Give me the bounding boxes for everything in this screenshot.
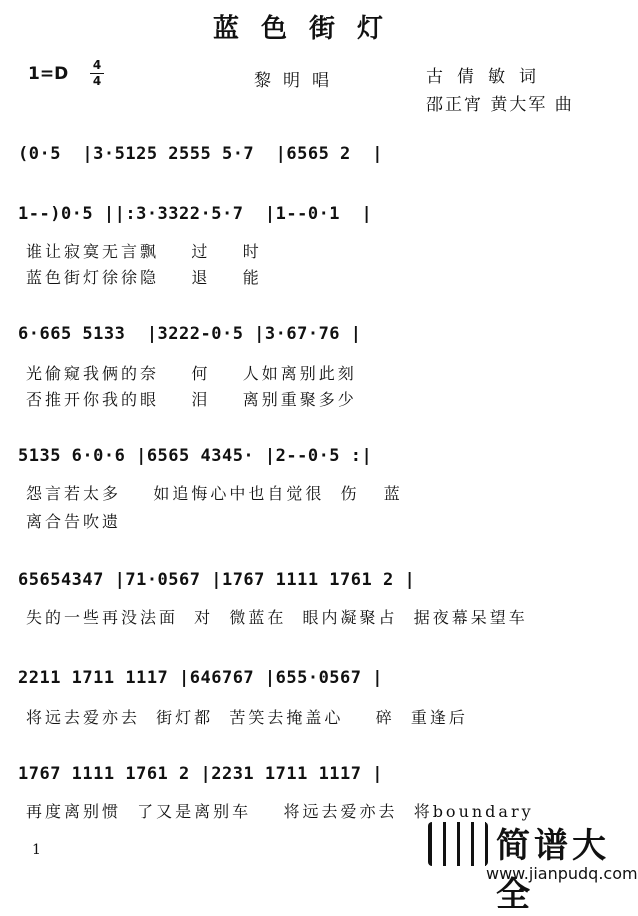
lyric-line-7: 再度离别惯 了又是离别车 将远去爱亦去 将boundary xyxy=(26,802,534,821)
time-signature-bottom: 4 xyxy=(90,73,104,89)
composer-credit: 邵正宵 黄大军 曲 xyxy=(426,95,574,115)
key-signature: 1=D xyxy=(28,64,69,84)
logo-url: www.jianpudq.com xyxy=(486,864,638,883)
piano-keys-icon xyxy=(428,822,488,866)
lyric-line-2-verse-2: 蓝色街灯徐徐隐 退 能 xyxy=(26,268,262,287)
notation-line-3: 6·665 5133 |3222-0·5 |3·67·76 | xyxy=(18,324,362,344)
song-title: 蓝色街灯 xyxy=(212,14,405,44)
lyric-line-4-verse-2: 离合告吹遗 xyxy=(26,512,122,531)
time-signature-top: 4 xyxy=(92,58,102,72)
notation-line-5: 65654347 |71·0567 |1767 1111 1761 2 | xyxy=(18,570,416,590)
logo-title: 简谱大全 xyxy=(496,826,610,915)
lyric-line-2-verse-1: 谁让寂寞无言飘 过 时 xyxy=(26,242,262,261)
lyric-line-5: 失的一些再没法面 对 微蓝在 眼内凝聚占 据夜幕呆望车 xyxy=(26,608,528,627)
time-signature xyxy=(90,58,104,89)
site-logo xyxy=(428,820,638,915)
notation-line-2: 1--)0·5 ||:3·3322·5·7 |1--0·1 | xyxy=(18,204,373,224)
notation-line-6: 2211 1711 1117 |646767 |655·0567 | xyxy=(18,668,383,688)
notation-line-7: 1767 1111 1761 2 |2231 1711 1117 | xyxy=(18,764,383,784)
notation-line-1: (0·5 |3·5125 2555 5·7 |6565 2 | xyxy=(18,144,383,164)
lyric-line-4-verse-1: 怨言若太多 如追悔心中也自觉很 伤 蓝 xyxy=(26,484,403,503)
lyric-line-6: 将远去爱亦去 街灯都 苦笑去掩盖心 碎 重逢后 xyxy=(26,708,468,727)
lyric-line-3-verse-1: 光偷窥我俩的奈 何 人如离别此刻 xyxy=(26,364,357,383)
singer-credit: 黎明唱 xyxy=(254,71,341,91)
notation-line-4: 5135 6·0·6 |6565 4345· |2--0·5 :| xyxy=(18,446,373,466)
page-number: 1 xyxy=(32,842,41,858)
lyric-line-3-verse-2: 否推开你我的眼 泪 离别重聚多少 xyxy=(26,390,357,409)
lyricist-credit: 古倩敏词 xyxy=(426,67,550,87)
